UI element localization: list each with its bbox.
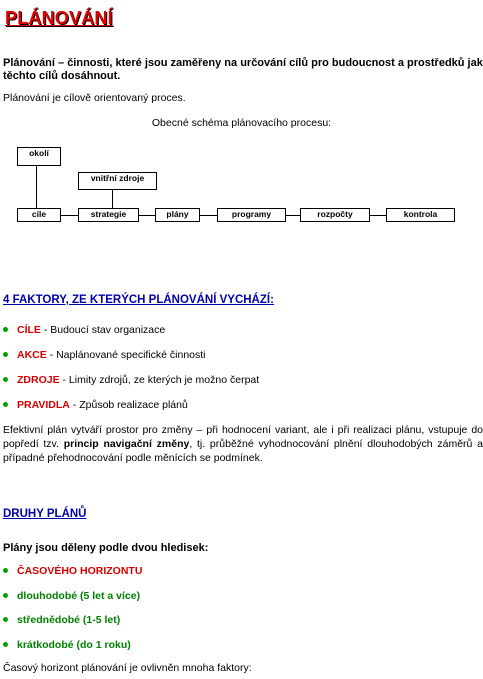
step-cile: cíle xyxy=(17,208,61,222)
horizon-label: ČASOVÉHO HORIZONTU xyxy=(17,565,143,577)
factor-desc: - Naplánované specifické činnosti xyxy=(46,349,206,361)
bullet-icon xyxy=(3,402,8,407)
step-rozpocty: rozpočty xyxy=(300,208,370,222)
bullet-icon xyxy=(3,593,8,598)
plan-type-item: střednědobé (1-5 let) xyxy=(3,613,120,627)
plan-type-item: dlouhodobé (5 let a více) xyxy=(3,589,140,603)
factor-term: ZDROJE xyxy=(17,374,60,386)
factor-desc: - Způsob realizace plánů xyxy=(69,399,188,411)
arrow-1 xyxy=(61,215,78,216)
okoli-connector xyxy=(36,166,37,208)
definition-paragraph: Plánování – činnosti, které jsou zaměřeny na určování cílů pro budoucnost a prostředků jak těchto cílů dosáhnout. xyxy=(3,57,483,82)
navigation-principle-term: princip navigační změny xyxy=(63,438,190,450)
step-kontrola: kontrola xyxy=(386,208,455,222)
factor-desc: - Budoucí stav organizace xyxy=(40,324,166,336)
zdroje-connector xyxy=(112,190,113,208)
bullet-icon xyxy=(3,352,8,357)
factor-item xyxy=(3,323,165,337)
schema-caption: Obecné schéma plánovacího procesu: xyxy=(151,117,332,129)
horizon-item xyxy=(3,564,142,578)
step-programy: programy xyxy=(217,208,286,222)
plan-type-item: krátkodobé (do 1 roku) xyxy=(3,638,131,652)
factor-item xyxy=(3,398,188,412)
types-subheading: Plány jsou děleny podle dvou hledisek: xyxy=(3,542,209,554)
factor-desc: - Limity zdrojů, ze kterých je možno čerpat xyxy=(59,374,260,386)
footer-paragraph: Časový horizont plánování je ovlivněn mnoha faktory: xyxy=(3,662,252,674)
page-title: PLÁNOVÁNÍ xyxy=(5,8,113,28)
bullet-icon xyxy=(3,642,8,647)
types-heading: DRUHY PLÁNŮ xyxy=(3,508,87,520)
navigation-change-paragraph: Efektivní plán vytváří prostor pro změny – při hodnocení variant, ale i při realizaci plánu, vstupuje do popředí tzv. princip navigační změny, tj. průběžné vyhodnocování plnění dlouhodobých záměrů a případné přehodnocování podle měnících se podmínek. xyxy=(3,424,483,464)
factors-heading: 4 FAKTORY, ZE KTERÝCH PLÁNOVÁNÍ VYCHÁZÍ: xyxy=(3,294,274,306)
bullet-icon xyxy=(3,568,8,573)
vnitrni-zdroje-box: vnitřní zdroje xyxy=(78,172,157,190)
factor-term: CÍLE xyxy=(17,324,41,336)
bullet-icon xyxy=(3,617,8,622)
factor-item xyxy=(3,373,259,387)
okoli-box: okolí xyxy=(17,147,61,166)
bullet-icon xyxy=(3,377,8,382)
arrow-3 xyxy=(200,215,217,216)
step-plany: plány xyxy=(155,208,200,222)
arrow-2 xyxy=(139,215,155,216)
factor-term: PRAVIDLA xyxy=(17,399,70,411)
factor-term: AKCE xyxy=(17,349,47,361)
factor-item xyxy=(3,348,206,362)
step-strategie: strategie xyxy=(78,208,139,222)
arrow-5 xyxy=(370,215,386,216)
process-note: Plánování je cílově orientovaný proces. xyxy=(3,92,186,104)
arrow-4 xyxy=(286,215,300,216)
bullet-icon xyxy=(3,327,8,332)
